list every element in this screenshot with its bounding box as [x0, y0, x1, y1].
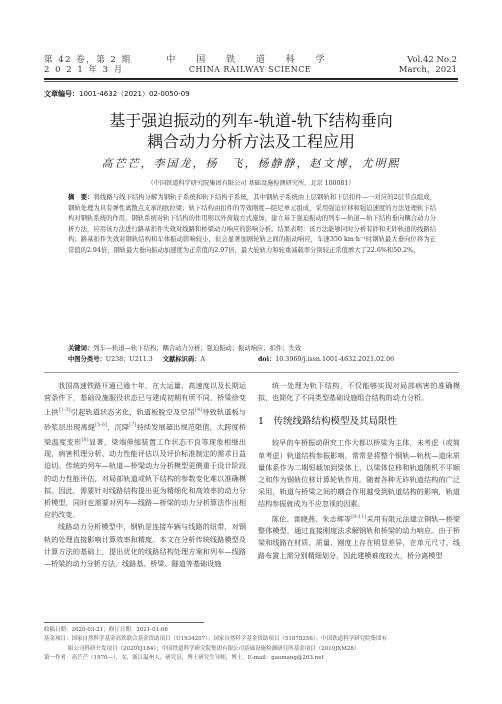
- doi: [258, 355, 394, 365]
- abstract-label: 摘 要：: [68, 194, 94, 201]
- text-span: 持续发展超出规范限值，大跨度桥梁温度变形: [44, 422, 247, 446]
- classification-line: [68, 355, 436, 365]
- header-rule-thin: [44, 81, 458, 82]
- article-number-label: 文章编号：: [44, 90, 79, 98]
- abstract-separator: [44, 372, 458, 373]
- intro-paragraph-1: [44, 380, 246, 521]
- author-list: 高芒芒，李国龙，杨 飞，杨静静，赵文博，尤明熙: [101, 157, 401, 170]
- affiliation: （中国铁道科学研究院集团有限公司 基础设施检测研究所，北京 100081）: [147, 180, 355, 187]
- body-column-right: [258, 380, 460, 562]
- article-number: [44, 89, 190, 99]
- abstract: [68, 193, 436, 257]
- intro-paragraph-2: 线路动力分析模型中，钢轨是连接车辆与线路的纽带，对钢轨的处理直接影响计算效率和精度。本文在分析传统线路模型及计算方法的基础上，提出优化的线路结构处理方案和列车—线路—桥梁的动力分析方法，线路基、桥梁、隧道等基础设施: [44, 522, 246, 568]
- journal-volume-en: [399, 55, 457, 75]
- text-span: 我国高速铁路开通已逾十年，在大运量、高速度以及长期运营条件下，基础设施服役状态已与建成初期有所不同，桥梁徐变上拱: [44, 381, 246, 417]
- keywords: [68, 344, 436, 354]
- journal-name: [150, 55, 350, 75]
- doi-label: doi：: [258, 356, 276, 363]
- paper-title: [44, 110, 458, 152]
- journal-name-en: CHINA RAILWAY SCIENCE: [188, 65, 312, 74]
- footnote-author: 第一作者：高芒芒（1970—），女，浙江温州人，研究员，博士研究生导师，博士。E-mail：gaomang@263.net: [44, 654, 324, 661]
- citation: [8]: [81, 436, 89, 443]
- citation: [9-11]: [351, 513, 367, 520]
- section-heading-1: 1 传统线路结构模型及其局限性: [258, 416, 398, 428]
- citation: [1-3]: [58, 407, 71, 414]
- citation: [5-6]: [95, 421, 108, 428]
- text-span: 显著，梁端伸缩装置工作状态不良等现象相继出现，病害机理分析、动力性能评估以及评价标准制定的需求日益迫切。传统的列车—轨道—桥梁动力分析模型更侧重于设计阶段的动力性能评估，对局部轨道或轨下结构的参数变化难以准确模拟。因此，需要针对线路结构提出更为精细化和高效率的动力分析模型，同时也需要对列车—线路—桥梁的动力分析算法作出相应的改变。: [44, 436, 247, 520]
- text-span: 导致轨道板与砂浆层出现离缝: [44, 407, 247, 432]
- footnotes: [44, 626, 458, 663]
- clc-value: U238；U211.3: [105, 356, 153, 363]
- doc-code-label: 文献标识码：: [162, 356, 201, 363]
- volume-en: Vol.42 No.2: [407, 55, 457, 65]
- date-en: March，2021: [398, 65, 457, 75]
- text-span: 引起轨道状态劣化，轨道板脱空及空吊: [70, 407, 196, 417]
- text-span: 采用有限元法建立钢轨—桥梁整体模型，通过直接刚度法求解钢轨和桥梁的动力响应。由于桥梁和线路在材质、质量、刚度上存在明显差异，在单元尺寸、线路布置上需分别精细划分，因此建模难度较大，桥分离模型: [258, 513, 461, 560]
- keywords-label: 关键词：: [68, 345, 94, 352]
- section1-paragraph-2: [258, 511, 460, 562]
- footnote-fund: 基金项目：国家自然科学基金高铁联合基金资助项目（U1934207）；国家自然科学基金资助项目（51878256）；中国铁道科学研究院集团有: [44, 636, 388, 643]
- journal-volume-issue: [44, 55, 132, 75]
- body-column-left: [44, 380, 246, 570]
- article-number-value: 1001-4632（2021）02-0050-09: [79, 90, 190, 98]
- keywords-text: 列车—轨道—轨下结构；耦合动力分析；强迫振动；振动响应；扣件；失效: [93, 345, 301, 352]
- section1-paragraph-1: 较早的车桥振动研究工作大都以桥梁为主体，未考虑（或简单考虑）轨道结构参振影响，常常是将整个钢轨—轨枕—道床质量体系作为二期恒载加到梁体上，以梁体位移和轨道随机不平顺之和作为钢轨位移计算轮轨作用。随着各种无砟轨道结构的广泛采用，轨道与桥梁之间的耦合作用越受到轨道结构的影响，轨道结构参振就成为不应忽视的因素。: [258, 438, 460, 509]
- abstract-text: 将线路与线下结构分解为钢轨子系统和轨下结构子系统，其中钢轨子系统由上层钢轨和下层扣件—一对应的2层节点组成，钢轨处理为具有弹性离散点支承的欧拉梁；轨下结构由扣件的等效刚度—阻尼单元组成，采用强迫位移和强迫速度的方法处理轨下结构对钢轨系统的作用，钢轨系统对轨下结构的作用则以外荷载方式施加，建立基于强迫振动的列车—轨道—轨下结构垂向耦合动力分析方法，应用该方法进行路基扣件失效对线路和桥梁动力响应的影响分析。结果表明：该方法能够同时分析有砟和无砟轨道的线路结构；路基扣件失效对钢轨结构和车体振动影响较小，但会显著加剧轮轨之间的振动响应，车速350 km·h⁻¹时钢轨最大垂向位移为正常值的2.94倍，钢轨最大垂向振动加速度为正常值的2.97倍，最大轮轨力和轮重减载率分别较正常值增大了22.6%和50.2%。: [68, 194, 437, 254]
- text-span: 陈伦、雷晓燕、朱志辉等: [272, 513, 352, 523]
- date-cn: 2 0 2 1 年 3 月: [44, 65, 124, 75]
- citation: [4]: [195, 407, 203, 414]
- citation: [7]: [129, 421, 137, 428]
- paper-title-line1: 基于强迫振动的列车-轨道-轨下结构垂向: [109, 111, 393, 130]
- doc-code-value: A: [200, 356, 206, 363]
- clc-label: 中图分类号：: [68, 356, 106, 363]
- volume-cn: 第 42 卷，第 2 期: [44, 55, 132, 65]
- footnote-received: 收稿日期：2020-03-21；修订日期：2021-01-06: [44, 627, 168, 633]
- text-span: ，沉降: [107, 422, 130, 432]
- journal-name-cn: 中 国 铁 道 科 学: [166, 55, 334, 65]
- footnote-rule: [44, 622, 204, 623]
- paper-title-line2: 耦合动力分析方法及工程应用: [146, 132, 355, 151]
- header-rule-thick: [44, 78, 458, 80]
- footnote-fund-cont: 限公司科研开发项目（2020YJ184）；中国铁道科学研究院集团有限公司基础设施检测研究所基金项目（2019JXM28）: [68, 645, 360, 652]
- intro-paragraph-3: 统一处理为轨下结构，不仅能够实现对局部病害的准确模拟，也简化了不同类型基础设施组合结构的动力分析。: [258, 381, 460, 403]
- doi-value: 10.3969/j.issn.1001-4632.2021.02.06: [275, 356, 395, 363]
